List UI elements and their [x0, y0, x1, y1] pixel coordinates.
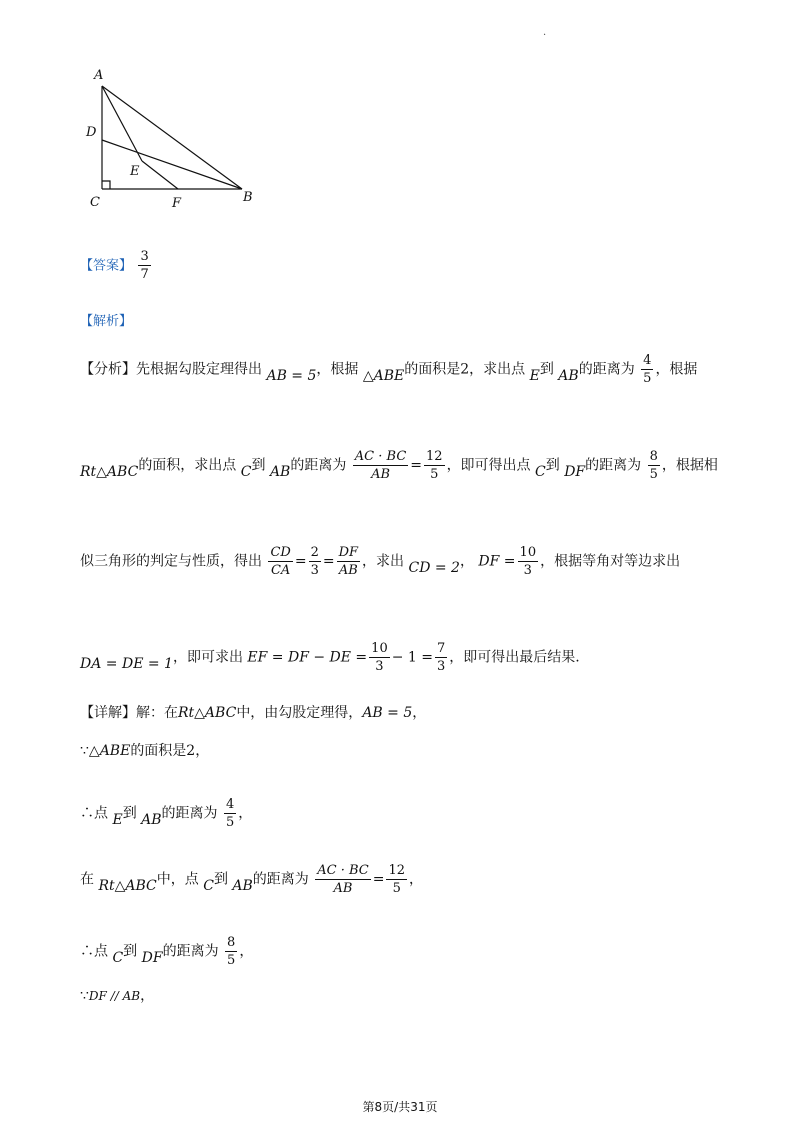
analysis-header: [80, 311, 760, 332]
answer-line: [80, 248, 760, 283]
detail-line-6: ∵DF // AB，: [80, 988, 155, 1004]
analysis-tag: 【解析】: [80, 314, 133, 329]
segment-ab: [102, 86, 242, 189]
label-d: D: [86, 125, 97, 140]
triangle-diagram: [82, 64, 272, 214]
detail-line-1: 【详解】解：在Rt△ABC中，由勾股定理得，AB = 5，: [80, 705, 427, 721]
label-e: E: [130, 164, 140, 179]
detail-line-3: ∴点 E到 AB的距离为 $\frac{4}{5}$ ，: [80, 797, 253, 830]
stray-dot: ·: [543, 30, 547, 41]
label-b: B: [243, 190, 253, 205]
segment-db: [102, 140, 242, 189]
page-footer: 第8页/共31页: [362, 1100, 438, 1114]
geometry-figure: [82, 64, 272, 214]
right-angle-mark: [102, 181, 110, 189]
answer-tag: 【答案】: [80, 258, 133, 274]
segment-ae: [102, 86, 142, 161]
fenxi-line-1: 【分析】先根据勾股定理得出 AB = 5，根据 △ABE的面积是2，求出点 E到 AB的距离为 $\frac{4}{5}$ ，根据: [80, 353, 698, 386]
label-f: F: [172, 196, 182, 211]
fenxi-line-3: 似三角形的判定与性质，得出 $\frac{CD}{CA}$ = $\frac{2}{3}$ = $\frac{DF}{AB}$ ，求出 CD = 2， DF = $\frac{10}{3}$ ，根据等角对等边求出: [80, 545, 681, 578]
detail-line-2: ∵△ABE的面积是2，: [80, 743, 210, 759]
label-a: A: [94, 68, 104, 83]
fenxi-line-2: Rt△ABC的面积，求出点 C到 AB的距离为 $\frac{AC \cdot BC}{AB}$ = $\frac{12}{5}$ ，即可得出点 C到 DF的距离为 $\frac{8}{5}$ ，根据相: [80, 449, 718, 482]
detail-line-4: 在 Rt△ABC中，点 C到 AB的距离为 $\frac{AC \cdot BC}{AB}$ = $\frac{12}{5}$ ，: [80, 863, 424, 896]
label-c: C: [90, 195, 100, 210]
fenxi-line-4: DA = DE = 1，即可求出 EF = DF − DE = $\frac{10}{3}$ − 1 = $\frac{7}{3}$ ，即可得出最后结果.: [80, 641, 580, 674]
answer-fraction: $\frac{3}{7}$: [140, 249, 149, 282]
detail-line-5: ∴点 C到 DF的距离为 $\frac{8}{5}$ ，: [80, 935, 254, 968]
